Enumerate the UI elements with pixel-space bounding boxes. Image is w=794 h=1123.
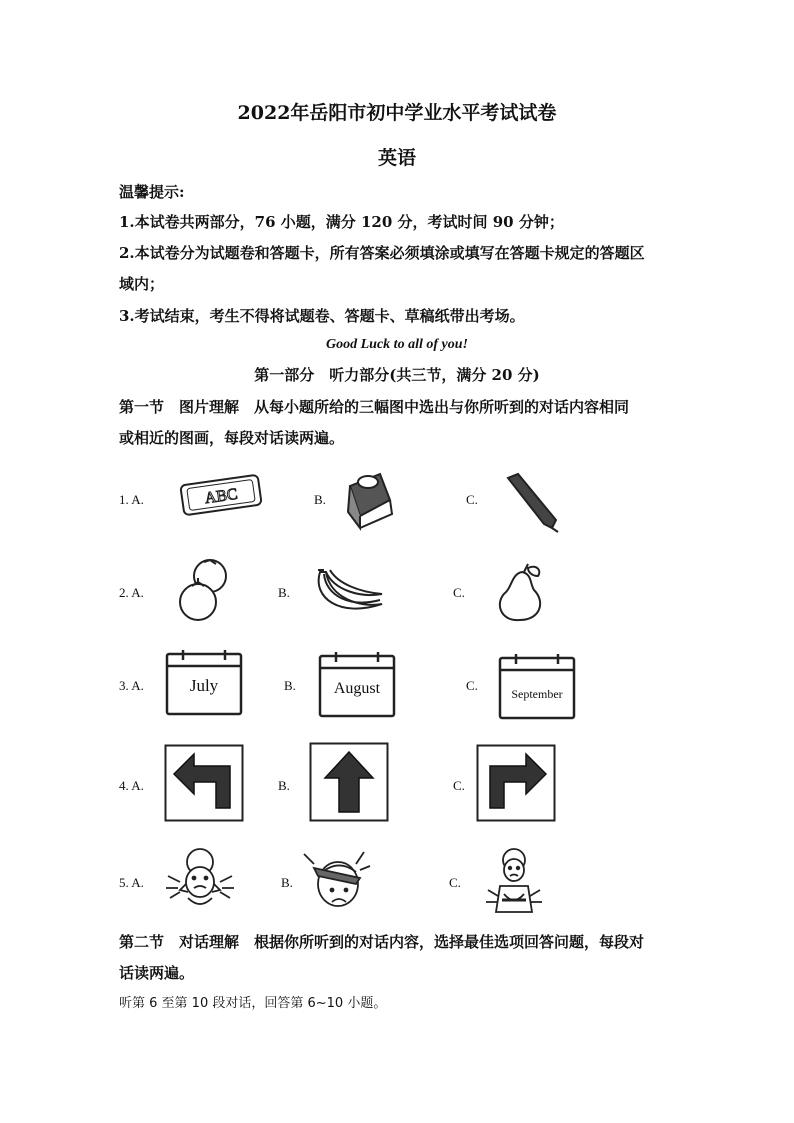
- calendar-icon: [498, 652, 576, 720]
- pear-icon: [486, 562, 548, 624]
- section1-line-1: 第一节 图片理解 从每小题所给的三幅图中选出与你所听到的对话内容相同: [119, 398, 630, 416]
- tip-line-3: 域内；: [119, 275, 165, 293]
- headache-person-icon: [300, 848, 376, 914]
- turn-right-sign-icon: [476, 744, 556, 822]
- toothache-person-icon: [158, 846, 242, 912]
- tip-line-1: 1.本试卷共两部分，76 小题，满分 120 分，考试时间 90 分钟；: [119, 213, 564, 231]
- pencil-sharpener-icon: [340, 466, 396, 532]
- eraser-abc-icon: [176, 470, 266, 520]
- exam-subject: 英语: [377, 147, 416, 169]
- q3-label-b: B.: [284, 678, 296, 693]
- section2-instruction: 听第 6 至第 10 段对话，回答第 6~10 小题。: [119, 996, 387, 1011]
- go-straight-sign-icon: [309, 742, 389, 822]
- calendar-month-label: July: [189, 676, 219, 695]
- banana-icon: [310, 568, 386, 620]
- calendar-august: [318, 650, 396, 718]
- q4-label-a: 4. A.: [119, 778, 144, 793]
- q2-label-c: C.: [453, 585, 465, 600]
- turn-left-sign-icon: [164, 744, 244, 822]
- tip-line-4: 3.考试结束，考生不得将试题卷、答题卡、草稿纸带出考场。: [119, 307, 525, 325]
- svg-text:ABC: ABC: [203, 485, 239, 508]
- q3-label-a: 3. A.: [119, 678, 144, 693]
- tomato-icon: [176, 556, 238, 624]
- q4-label-b: B.: [278, 778, 290, 793]
- pen-icon: [500, 470, 562, 532]
- q1-label-a: 1. A.: [119, 492, 144, 507]
- calendar-september: [498, 652, 576, 720]
- q5-label-b: B.: [281, 875, 293, 890]
- q1-label-c: C.: [466, 492, 478, 507]
- q2-label-b: B.: [278, 585, 290, 600]
- calendar-month-label: August: [333, 680, 381, 697]
- section2-line-2: 话读两遍。: [119, 964, 195, 982]
- q4-label-c: C.: [453, 778, 465, 793]
- stomachache-person-icon: [478, 846, 550, 920]
- calendar-july: [165, 648, 243, 716]
- q2-label-a: 2. A.: [119, 585, 144, 600]
- q1-label-b: B.: [314, 492, 326, 507]
- tips-heading: 温馨提示:: [119, 183, 185, 201]
- q5-label-a: 5. A.: [119, 875, 144, 890]
- good-luck-motto: Good Luck to all of you!: [326, 337, 468, 352]
- calendar-month-label: September: [511, 687, 563, 701]
- exam-title: 2022年岳阳市初中学业水平考试试卷: [237, 102, 557, 124]
- q5-label-c: C.: [449, 875, 461, 890]
- part1-title: 第一部分 听力部分(共三节，满分 20 分): [254, 366, 540, 384]
- tip-line-2: 2.本试卷分为试题卷和答题卡，所有答案必须填涂或填写在答题卡规定的答题区: [119, 244, 645, 262]
- q3-label-c: C.: [466, 678, 478, 693]
- section1-line-2: 或相近的图画，每段对话读两遍。: [119, 429, 345, 447]
- section2-line-1: 第二节 对话理解 根据你所听到的对话内容，选择最佳选项回答问题，每段对: [119, 933, 645, 951]
